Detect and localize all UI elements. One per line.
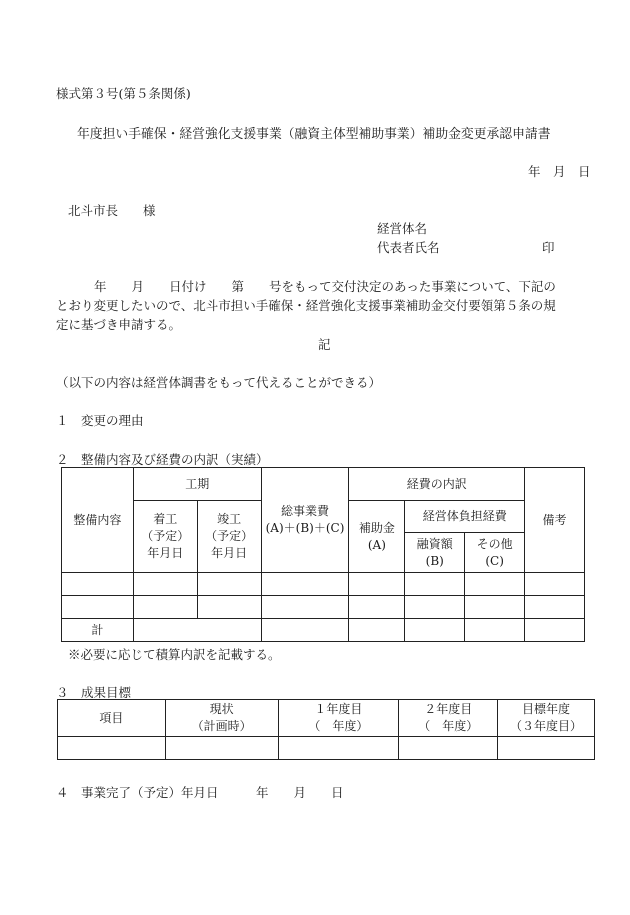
cell[interactable] [525,573,585,596]
cell[interactable] [405,573,465,596]
cell[interactable] [58,737,166,760]
addressee: 北斗市長 様 [68,203,156,218]
cell[interactable] [399,737,498,760]
header-content: 整備内容 [62,468,134,573]
section-3-heading: ３ 成果目標 [56,685,132,700]
header-item: 項目 [58,700,166,737]
note-substitute: （以下の内容は経営体調書をもって代えることができる） [56,375,382,390]
table-row [58,737,595,760]
header-subsidy: 補助金 (A) [349,501,405,573]
header-remarks: 備考 [525,468,585,573]
entity-name-label: 経営体名 [377,221,428,236]
cell[interactable] [197,573,261,596]
cell[interactable] [465,619,525,642]
cell[interactable] [525,619,585,642]
table-row [62,596,585,619]
table-row [62,573,585,596]
section-2-heading: ２ 整備内容及び経費の内訳（実績） [56,452,269,467]
total-label: 計 [62,619,134,642]
form-number: 様式第３号(第５条関係) [56,86,191,101]
cell[interactable] [197,596,261,619]
cell[interactable] [133,596,197,619]
section-1-heading: １ 変更の理由 [56,413,144,428]
cell[interactable] [261,596,349,619]
outcome-target-table [57,699,595,760]
body-text-line-1: 年 月 日付け 第 号をもって交付決定のあった事業について、下記の [94,279,556,294]
body-text-line-3: 定に基づき申請する。 [56,317,182,332]
representative-label: 代表者氏名 [377,240,440,255]
header-target-year: 目標年度 （３年度目） [498,700,595,737]
cell[interactable] [349,619,405,642]
cell[interactable] [133,573,197,596]
header-start-date: 着工 （予定） 年月日 [133,501,197,573]
header-year-2: ２年度目 （ 年度） [399,700,498,737]
ki-heading: 記 [318,337,331,352]
cell[interactable] [465,596,525,619]
header-other: その他 (C) [465,533,525,573]
header-end-date: 竣工 （予定） 年月日 [197,501,261,573]
header-total-cost: 総事業費 (A)＋(B)＋(C) [261,468,349,573]
seal-mark: 印 [542,240,555,255]
cell[interactable] [62,573,134,596]
cell[interactable] [525,596,585,619]
cell[interactable] [349,573,405,596]
header-year-1: １年度目 （ 年度） [278,700,399,737]
cell[interactable] [133,619,261,642]
header-self-burden: 経営体負担経費 [405,501,525,533]
cell[interactable] [261,619,349,642]
section-4-heading: ４ 事業完了（予定）年月日 年 月 日 [56,785,344,800]
body-text-line-2: とおり変更したいので、北斗市担い手確保・経営強化支援事業補助金交付要領第５条の規 [56,298,556,313]
table-note: ※必要に応じて積算内訳を記載する。 [68,647,281,662]
header-current: 現状 （計画時） [165,700,278,737]
date-line: 年 月 日 [528,164,591,179]
cell[interactable] [465,573,525,596]
cell[interactable] [261,573,349,596]
cell[interactable] [62,596,134,619]
total-row [62,619,585,642]
cost-breakdown-table [61,467,585,642]
document-title: 年度担い手確保・経営強化支援事業（融資主体型補助事業）補助金変更承認申請書 [77,127,551,142]
header-cost-breakdown: 経費の内訳 [349,468,525,501]
cell[interactable] [165,737,278,760]
cell[interactable] [405,596,465,619]
cell[interactable] [278,737,399,760]
cell[interactable] [498,737,595,760]
header-loan: 融資額 (B) [405,533,465,573]
header-period: 工期 [133,468,261,501]
cell[interactable] [405,619,465,642]
cell[interactable] [349,596,405,619]
